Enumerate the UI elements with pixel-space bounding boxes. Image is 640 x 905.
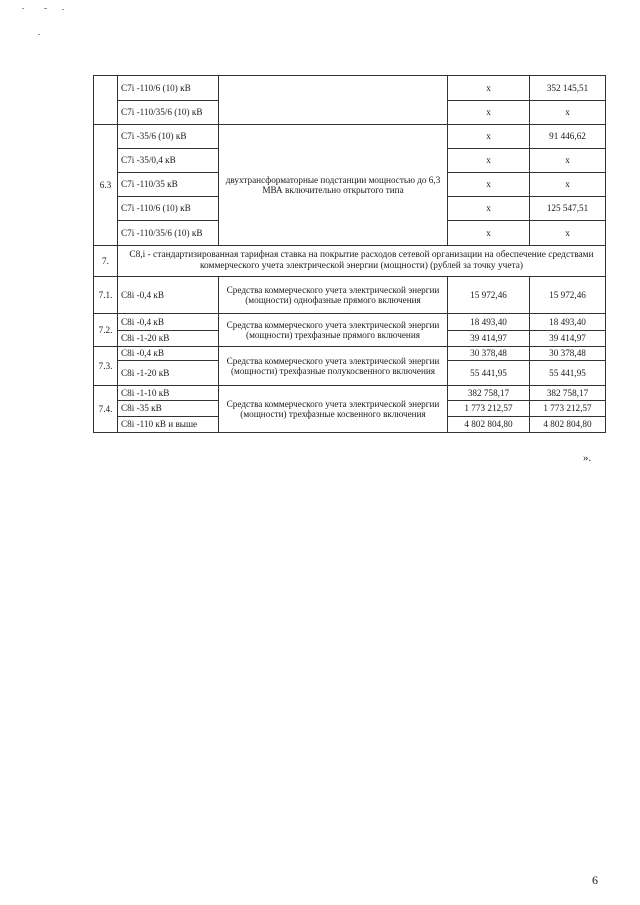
value-cell: 18 493,40 [448,314,530,331]
scan-speck [44,8,47,9]
row-number-cell: 6.3 [94,125,118,246]
section-number-cell: 7. [94,246,118,277]
tariff-table [93,75,606,433]
value-cell: 15 972,46 [530,277,606,314]
tariff-code-cell: C7i -110/35 кВ [118,173,219,197]
scan-speck [38,34,40,35]
page-number: 6 [592,873,598,887]
row-number-cell: 7.4. [94,386,118,433]
value-cell: х [530,149,606,173]
row-number-cell [94,76,118,125]
tariff-code-cell: C8i -0,4 кВ [118,314,219,331]
table-row [94,76,606,101]
tariff-code-cell: C8i -1-20 кВ [118,331,219,347]
tariff-code-cell: C7i -35/6 (10) кВ [118,125,219,149]
tariff-code-cell: C7i -110/6 (10) кВ [118,197,219,221]
table-row [94,347,606,361]
value-cell: 125 547,51 [530,197,606,221]
value-cell: 352 145,51 [530,76,606,101]
value-cell: 382 758,17 [530,386,606,401]
value-cell: х [448,76,530,101]
tariff-code-cell: C7i -110/35/6 (10) кВ [118,221,219,246]
value-cell: 4 802 804,80 [448,417,530,433]
table-row [94,125,606,149]
tariff-code-cell: C7i -110/35/6 (10) кВ [118,101,219,125]
tariff-code-cell: C8i -110 кВ и выше [118,417,219,433]
section-title-cell: C8,i - стандартизированная тарифная ставка на покрытие расходов сетевой организации на обеспечение средствами коммерческого учета электрической энергии (мощности) (рублей за точку учета) [118,246,606,277]
value-cell: 55 441,95 [530,361,606,386]
value-cell: 55 441,95 [448,361,530,386]
value-cell: 1 773 212,57 [530,401,606,417]
value-cell: 382 758,17 [448,386,530,401]
value-cell: 39 414,97 [530,331,606,347]
tariff-code-cell: C7i -110/6 (10) кВ [118,76,219,101]
section-header-row [94,246,606,277]
value-cell: 91 446,62 [530,125,606,149]
row-number-cell: 7.2. [94,314,118,347]
description-cell: Средства коммерческого учета электрической энергии (мощности) трехфазные прямого включения [219,314,448,347]
table-row [94,277,606,314]
value-cell: 1 773 212,57 [448,401,530,417]
description-cell: Средства коммерческого учета электрической энергии (мощности) трехфазные полукосвенного включения [219,347,448,386]
value-cell: 18 493,40 [530,314,606,331]
value-cell: 30 378,48 [448,347,530,361]
value-cell: х [448,101,530,125]
description-cell [219,76,448,125]
tariff-code-cell: C8i -1-10 кВ [118,386,219,401]
value-cell: х [448,125,530,149]
table-row [94,314,606,331]
tariff-code-cell: C8i -0,4 кВ [118,347,219,361]
tariff-code-cell: C8i -1-20 кВ [118,361,219,386]
table-row [94,386,606,401]
value-cell: х [530,221,606,246]
value-cell: х [448,149,530,173]
tariff-code-cell: C7i -35/0,4 кВ [118,149,219,173]
tariff-code-cell: C8i -35 кВ [118,401,219,417]
description-cell: Средства коммерческого учета электрической энергии (мощности) однофазные прямого включения [219,277,448,314]
row-number-cell: 7.3. [94,347,118,386]
description-cell: Средства коммерческого учета электрической энергии (мощности) трехфазные косвенного включения [219,386,448,433]
value-cell: 15 972,46 [448,277,530,314]
value-cell: х [448,173,530,197]
row-number-cell: 7.1. [94,277,118,314]
scan-speck [62,9,64,10]
value-cell: х [448,197,530,221]
value-cell: 30 378,48 [530,347,606,361]
closing-quote-mark: ». [583,452,592,464]
scan-speck [22,8,24,9]
tariff-code-cell: C8i -0,4 кВ [118,277,219,314]
description-cell: двухтрансформаторные подстанции мощностью до 6,3 МВА включительно открытого типа [219,125,448,246]
value-cell: х [448,221,530,246]
value-cell: 39 414,97 [448,331,530,347]
value-cell: 4 802 804,80 [530,417,606,433]
value-cell: х [530,173,606,197]
value-cell: х [530,101,606,125]
